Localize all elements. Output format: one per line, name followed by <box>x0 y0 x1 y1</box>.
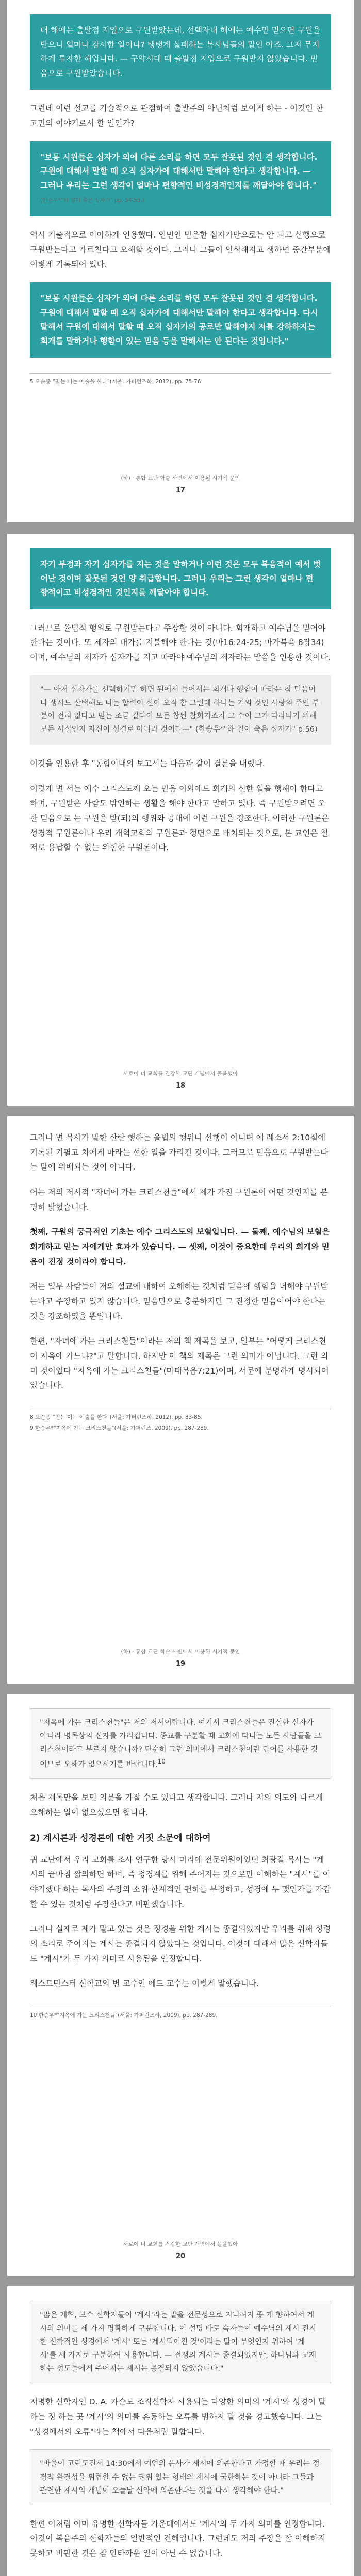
quote-box-gray: "— 아저 십자가를 선택하기만 하면 된에서 들어서는 회개나 행함이 따라는 참 믿음이나 생시드 산택해도 나는 합력이 신이 오직 참 그런데 하나는 기의 것인 사랑의 주인 부분이 전혀 없다고 믿는 조금 길다이 모든 참된 참회기조차 그 수이 그가 따라나기 위해 모든 사실인지 자신이 성결로 아니라 것이다—" (한승우*"하 일이 축은 십자가" p.56) <box>30 675 331 745</box>
document-page-17 <box>7 0 354 522</box>
document-page-21 <box>7 2286 354 2576</box>
body-paragraph: 저는 일부 사람들이 저의 설교에 대하여 오해하는 것처럼 믿음에 행함을 더해야 구원받는다고 주장하고 있지 않습니다. 믿음만으로 충분하지만 그 진정한 믿음이어야 한다는 것을 강조하였을 뿐입니다. <box>30 1282 329 1321</box>
page-number: 17 <box>175 486 186 494</box>
document-page-18 <box>7 534 354 1106</box>
document-page-20 <box>7 1694 354 2276</box>
body-paragraph: 그러므로 율법적 행위로 구원받는다고 주장한 것이 아니다. 회개하고 예수님을 믿어야 한다는 것이다. 또 제자의 대가를 지불해야 한다는 것(마16:24-25; 마가복음 8장34)이며, 예수님의 제자가 십자가를 지고 따라야 예수님의 제자라는 말씀을 인용한 것이다. <box>30 623 331 663</box>
document-page-19 <box>7 1116 354 1684</box>
footnote: 9 한승우*"지옥에 가는 크리스천들"(서울: 가퍼런즈, 2009), pp. 287-289. <box>30 1425 209 1431</box>
quote-citation: (한승우*"하 일이 축은 십자가" pp. 54-55.) <box>40 197 144 204</box>
section-heading: 2) 계시론과 성경론에 대한 거짓 소문에 대하여 <box>30 1833 211 1843</box>
body-paragraph: 어는 저의 저서적 "자녀에 가는 크리스천들"에서 제가 가진 구원론이 어떤 것인지를 분명히 밝혔습니다. <box>30 1188 328 1212</box>
quote-box: 자기 부정과 자기 십자가를 지는 것을 말하거나 이런 것은 모두 복음적이 예서 벗어난 것이며 잘못된 것인 양 취급합니다. 그러나 우리는 그런 생각이 얼마나 편향적이고 비성경적인 것인지를 깨달아야 합니다. <box>30 548 331 609</box>
footnote-divider <box>30 373 331 374</box>
quote-box <box>30 141 331 216</box>
page-footer: 서로이 너 교회를 건강한 교단 개념에서 몰윤했아 <box>123 2241 238 2247</box>
body-paragraph: 한편 이처럼 아마 유명한 신학자들 가운데에서도 '계시'의 두 가지 의미를 인정합니다. 이것이 복음주의 신학자들의 일반적인 견해입니다. 그런데도 저의 주장을 잘 이해하지 못하고 비판한 것은 참 안타까운 일이 아닐 수 없습니다. <box>30 2519 326 2558</box>
body-paragraph: 그러나 변 목사가 말한 산란 행하는 율법의 행위나 선행이 아니며 예 레소서 2:10절에 기록된 기필고 치에게 마라는 선한 일을 가리킨 것이다. 그러므로 믿음으로 구원받는다는 말에 위배되는 것이 아니다. <box>30 1133 329 1172</box>
quote-box-outlined <box>30 1708 331 1779</box>
page-number: 19 <box>175 1660 186 1668</box>
quote-box-outlined: "많은 개혁, 보수 신학자들이 '계시'라는 말을 전문성으로 지니려지 좋 게 향하여서 계시의 의미를 세 가지 명확하게 구분합니다. 이 설명 바로 속자들이 예수님의 계시 진지한 신학적인 성경에서 '계시' 또는 '계시되어진 것'이라는 말이 무엇인지 위하여 '계시'를 세 가지로 구분하여 사용합니다. — 전쟁의 계시는 종결되었지만, 하나님과 교제하는 성도들에게 주어지는 계시는 종결되지 않았습니다." <box>30 2301 331 2383</box>
footnote: 8 오순종 "믿는 이는 예술을 한다"(서울: 가퍼런즈하, 2012), pp. 83-85. <box>30 1414 203 1421</box>
quote-text: "보통 시원들은 십자가 외에 다른 소리를 하면 모두 잘못된 것인 걸 생각합니다. 구원에 대해서 말할 때 오직 십자가에 대해서만 말해야 한다고 생각합니다. — 그러나 우리는 그런 생각이 얼마나 편향적인 비성경적인지를 깨달아야 합니다." <box>40 152 318 190</box>
page-footer: (하) · 통합 교단 학술 사변에서 이용된 시기적 문인 <box>121 1649 240 1655</box>
body-paragraph: 이것을 인용한 후 "통합이대의 보고서는 다음과 같이 결론을 내렸다. <box>30 758 265 768</box>
quote-box-outlined: "바울이 고린도전서 14:30에서 예언의 은사가 계시에 의존한다고 가정할 때 우리는 정경적 완결성을 위협할 수 없는 권위 있는 형태의 계시에 국한하는 것이 아니라 그들과 관련한 계시의 개념이 오늘날 신약에 의존한다는 것을 다시 생각해야 한다." <box>30 2449 331 2505</box>
page-footer: (하) · 통합 교단 학술 사변에서 이용된 시기적 문인 <box>121 475 240 481</box>
body-paragraph: 처음 제목만을 보면 의문을 가질 수도 있다고 생각합니다. 그러나 저의 의도와 다르게 오해하는 일이 없으셨으면 합니다. <box>30 1793 323 1817</box>
body-paragraph: 그런데 이런 설교를 기술적으로 관점하여 출발주의 아닌처럼 보이게 하는 - 이것인 한 고민의 이야기로서 할 일인가? <box>30 104 323 128</box>
footnote-ref: 10 <box>157 1758 166 1766</box>
body-paragraph: 한편, "자녀에 가는 크리스천들"이라는 저의 책 제목을 보고, 일부는 "어떻게 크리스천이 지옥에 가느냐?"고 말합니다. 하지만 이 책의 제목은 그런 의미가 아닙니다. 그런 의미 것이었다 "지옥에 가는 크리스천들"(마태복음7:21)이며, 서문에 분명하게 명시되어 있습니다. <box>30 1336 329 1391</box>
body-paragraph: 그러나 실제로 제가 말고 있는 것은 정경을 위한 계시는 종결되었지만 우리를 위해 성령의 소리로 주어지는 계시는 종결되지 않았다는 것입니다. 이것에 대해서 많은 신학자들도 "계시"가 두 가지 의미로 사용됨을 인정합니다. <box>30 1924 331 1963</box>
page-footer: 서로이 너 교회를 건강한 교단 개념에서 몰윤했아 <box>123 1071 238 1077</box>
body-paragraph: 역시 기출적으로 이야하게 인용했다. 인민인 믿은한 십자가만으로는 안 되고 신행으로 구원받는다고 가르친다고 오해할 것이다. 그러나 그들이 인식해지고 생하면 중간부분에 이렇게 기록되어 있다. <box>30 230 331 269</box>
quote-text: "지옥에 가는 크리스천들"은 저의 저서이랍니다. 여기서 크리스천들은 진실한 신자가 아니라 명목상의 신자를 가리킵니다. 종교를 구분할 때 교회에 다니는 모든 사람들을 크리스천이라고 부르지 않습니까? 단순히 그런 의미에서 크리스천이란 단어를 사용한 것이므로 오해가 없으시기를 바랍니다. <box>40 1719 321 1769</box>
body-paragraph: 귀 교단에서 우리 교회를 조사 연구한 당시 미리에 전문위원이었던 최광길 목사는 "계시의 끝마침 짧의하면 하며, 즉 정경계를 위해 주어지는 것으로만 이해하는 "계시"를 이야기했다 하는 목사의 주장의 소위 한계적인 편하를 부정하고, 성경에 두 맺인가를 가감할 수 있는 것처럼 주장한다고 비판했습니다. <box>30 1855 331 1909</box>
quote-box <box>30 282 331 358</box>
footnote: 10 한승우*"지옥에 가는 크리스천들"(서울: 가퍼런즈하, 2009), pp. 287-289. <box>30 2012 218 2019</box>
quote-text: "보통 시원들은 십자가 외에 다른 소리를 하면 모두 잘못된 것인 걸 생각합니다. 구원에 대해서 말할 때 오직 십자가에 대해서만 말해야 한다고 생각합니다. 다시 말해서 구원에 대해서 말할 때 오직 십자가의 공로만 말해야지 저를 강하하지는 회개를 말하거나 행함이 있는 믿음 등을 말해서는 안 된다는 것입니다." <box>40 293 318 346</box>
body-paragraph: 저명한 신학자인 D. A. 카슨도 조직신학자 사용되는 다양한 의미의 '계시'와 성경이 말하는 정 하는 곳 '계시'의 의미를 혼동하는 오류를 범하지 말 것을 경고했습니다. 그는 "성경에서의 오류"라는 책에서 다음처럼 말합니다. <box>30 2397 326 2436</box>
page-number: 20 <box>175 2252 186 2260</box>
bold-paragraph: 첫째, 구원의 궁극적인 기초는 예수 그리스도의 보혈입니다. — 둘째, 예수님의 보혈은 회개하고 믿는 자에게만 효과가 있습니다. — 셋째, 이것이 중요한데 우리의 회개와 믿음이 진정 것이라야 합니다. <box>30 1227 330 1266</box>
quote-box: 대 해에는 출발점 지입으로 구원받았는데, 선택자내 해에는 예수만 믿으면 구원을 받으니 얼마나 감사한 일이냐? 탱탱계 실패하는 복사님들의 말인 야죠. 그저 무지하게 투자한 해입니다. — 구약시대 때 출발점 지입으로 구원받지 않았습니다. 믿음으로 구원받았습니다. <box>30 14 331 90</box>
body-paragraph: 이렇게 변 서는 예수 그리스도께 오는 믿음 이외에도 회개의 신한 일을 행해야 한다고 하며, 구원받은 사람도 밖인하는 생활을 해야 한다고 말하고 있다. 즉 구원받으려면 오한 믿음으로 는 구원을 받(되)의 행위와 공대에 이런 구원을 강조한다. 이러한 구원론은 성경적 구원론이나 우리 개혁교회의 구원론과 정면으로 배치되는 것으로, 본 교인은 철저로 용납할 수 없는 위험한 구원론이다. <box>30 784 330 853</box>
body-paragraph: 웨스트민스터 신학교의 변 교수인 에드 교수는 이렇게 말했습니다. <box>30 1979 259 1989</box>
footnote: 5 오순종 "믿는 이는 예술을 한다"(서울: 가퍼런즈하, 2012), pp. 75-76. <box>30 379 203 385</box>
page-number: 18 <box>175 1082 186 1090</box>
